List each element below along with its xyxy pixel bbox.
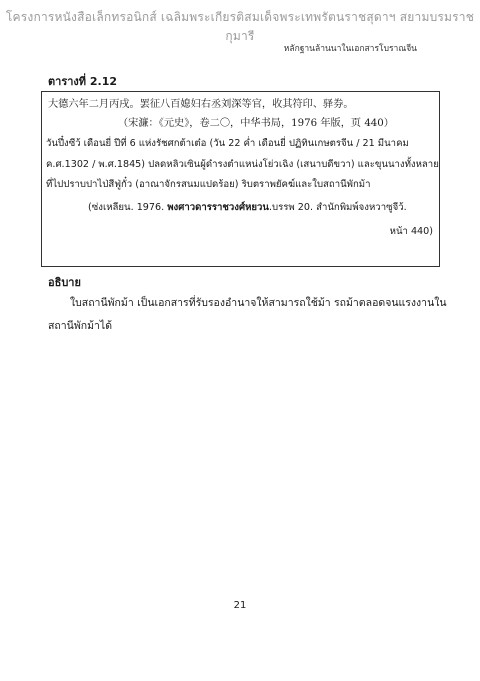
citation-suffix: .บรรพ 20. สำนักพิมพ์จงหวาซูจีว้. (268, 202, 407, 213)
source-table-box (41, 91, 440, 267)
table-title: ตารางที่ 2.12 (48, 75, 117, 88)
explanation-line-1: ใบสถานีพักม้า เป็นเอกสารที่รับรองอำนาจให้สามารถใช้ม้า รถม้าตลอดจนแรงงานใน (70, 297, 447, 309)
chinese-source: （宋濂：《元史》，卷二〇，中华书局，1976 年版，页 440） (118, 118, 394, 129)
citation-title: พงศาวดารราชวงศ์หยวน (167, 202, 269, 213)
project-header: โครงการหนังสือเล็กทรอนิกส์ เฉลิมพระเกียรติสมเด็จพระเทพรัตนราชสุดาฯ สยามบรมราชกุมารี (5, 10, 475, 43)
running-title: หลักฐานล้านนาในเอกสารโบราณจีน (283, 44, 417, 54)
explanation-heading: อธิบาย (48, 276, 81, 289)
thai-translation-line-3: ที่ไปปราบปาไป่สีฟู่กั๋ว (อาณาจักรสนมแปดร้อย) ริบตราพยัคฆ์และใบสถานีพักม้า (46, 179, 371, 190)
chinese-text: 大德六年二月丙戌。罢征八百媳妇右丞刘深等官，收其符印、驿券。 (48, 99, 354, 110)
explanation-line-2: สถานีพักม้าได้ (48, 320, 113, 332)
thai-translation-line-2: ค.ศ.1302 / พ.ศ.1845) ปลดหลิวเซินผู้ดำรงตำแหน่งโย่วเฉิง (เสนาบดีขวา) และขุนนางทั้งหลาย (46, 159, 439, 170)
citation-prefix: (ซ่งเหลียน. 1976. (88, 202, 168, 213)
page-number: 21 (233, 600, 247, 611)
thai-translation-line-1: วันปึ๋งซีว้ เดือนยี่ ปีที่ 6 แห่งรัชศกต้าเต๋อ (วัน 22 ค่ำ เดือนยี่ ปฏิทินเกษตรจีน / 21 มีนาคม (46, 138, 409, 149)
thai-source-citation (88, 201, 407, 214)
thai-source-page: หน้า 440) (389, 226, 433, 237)
